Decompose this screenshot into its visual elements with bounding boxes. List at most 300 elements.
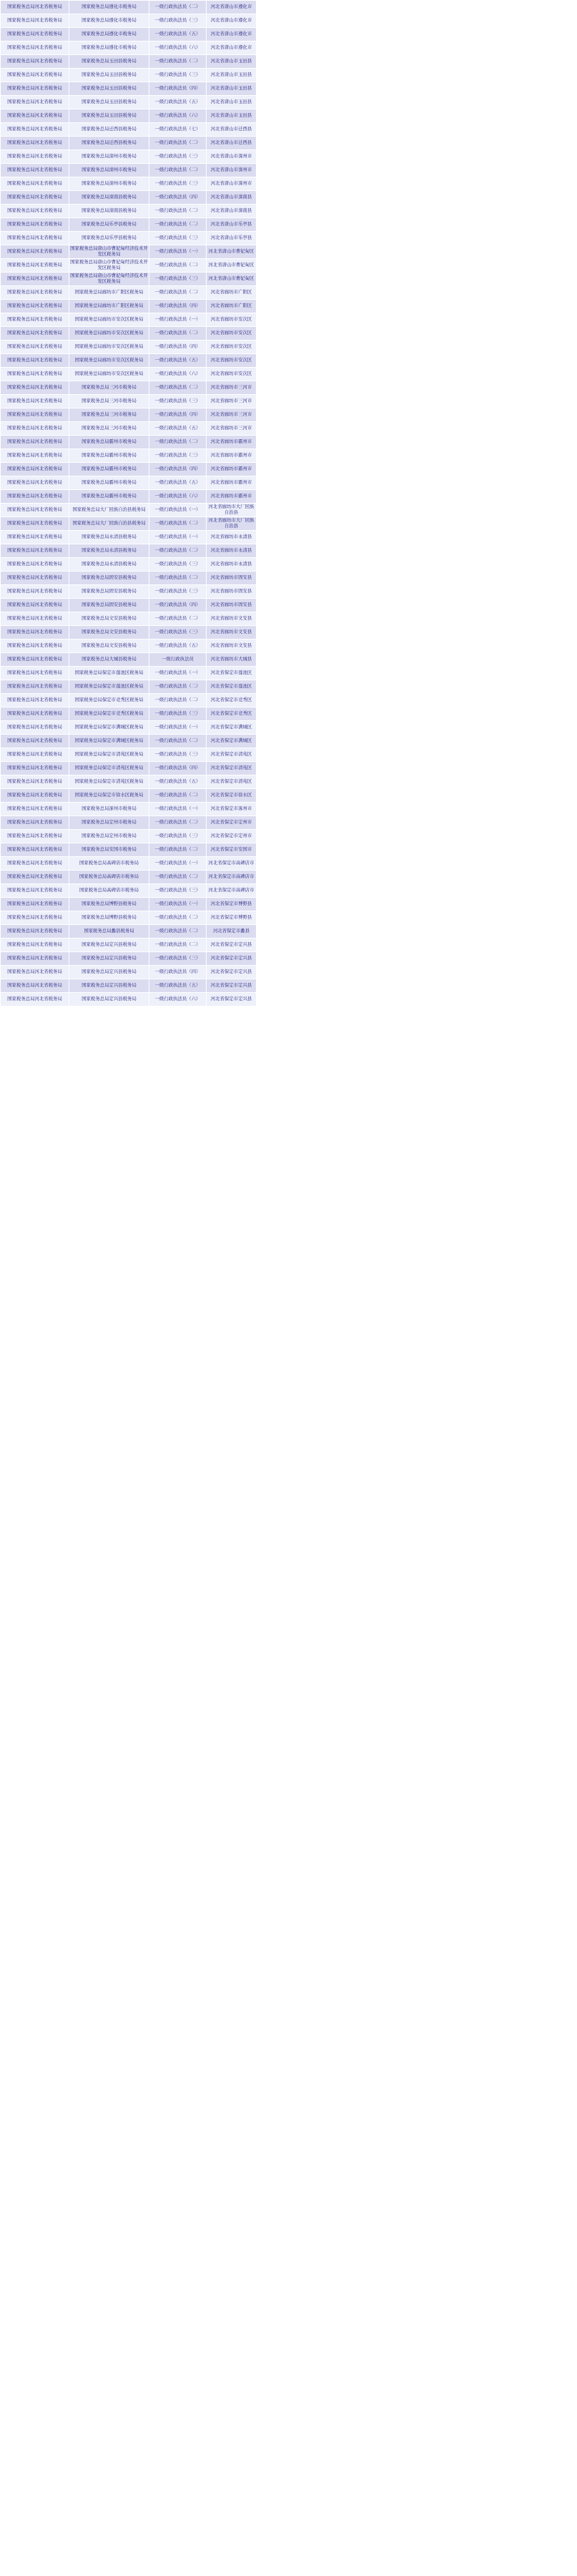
cell-region: 河北省唐山市乐亭县 bbox=[207, 218, 257, 232]
cell-sub-authority: 国家税务总局永清县税务局 bbox=[69, 544, 149, 558]
table-row bbox=[1, 871, 257, 884]
cell-matter-name: 一级行政执法员（三） bbox=[149, 69, 207, 82]
cell-region: 河北省唐山市玉田县 bbox=[207, 109, 257, 123]
cell-region: 河北省唐山市乐亭县 bbox=[207, 232, 257, 245]
cell-matter-name: 一级行政执法员（六） bbox=[149, 993, 207, 1007]
table-row bbox=[1, 762, 257, 775]
cell-region: 河北省唐山市滦州市 bbox=[207, 164, 257, 177]
cell-region: 河北省保定市高碑店市 bbox=[207, 871, 257, 884]
cell-issuing-authority: 国家税务总局河北省税务局 bbox=[1, 626, 69, 640]
cell-matter-name: 一级行政执法员（二） bbox=[149, 789, 207, 803]
cell-sub-authority: 国家税务总局唐山市曹妃甸经济技术开发区税务局 bbox=[69, 259, 149, 273]
cell-issuing-authority: 国家税务总局河北省税务局 bbox=[1, 341, 69, 354]
cell-matter-name: 一级行政执法员（四） bbox=[149, 191, 207, 205]
cell-matter-name: 一级行政执法员 bbox=[149, 653, 207, 667]
cell-region: 河北省唐山市曹妃甸区 bbox=[207, 259, 257, 273]
cell-region: 河北省廊坊市安次区 bbox=[207, 368, 257, 381]
cell-matter-name: 一级行政执法员（五） bbox=[149, 28, 207, 41]
cell-issuing-authority: 国家税务总局河北省税务局 bbox=[1, 490, 69, 504]
cell-region: 河北省廊坊市三河市 bbox=[207, 395, 257, 408]
table-row bbox=[1, 395, 257, 408]
cell-sub-authority: 国家税务总局玉田县税务局 bbox=[69, 82, 149, 96]
table-row bbox=[1, 680, 257, 694]
cell-matter-name: 一级行政执法员（二） bbox=[149, 381, 207, 395]
cell-issuing-authority: 国家税务总局河北省税务局 bbox=[1, 816, 69, 830]
table-row bbox=[1, 137, 257, 150]
cell-matter-name: 一级行政执法员（三） bbox=[149, 884, 207, 898]
cell-matter-name: 一级行政执法员（三） bbox=[149, 707, 207, 721]
table-row bbox=[1, 599, 257, 612]
cell-sub-authority: 国家税务总局定州市税务局 bbox=[69, 830, 149, 843]
cell-sub-authority: 国家税务总局三河市税务局 bbox=[69, 408, 149, 422]
cell-region: 河北省廊坊市霸州市 bbox=[207, 476, 257, 490]
cell-matter-name: 一级行政执法员（六） bbox=[149, 490, 207, 504]
cell-issuing-authority: 国家税务总局河北省税务局 bbox=[1, 789, 69, 803]
table-row bbox=[1, 436, 257, 449]
cell-sub-authority: 国家税务总局三河市税务局 bbox=[69, 422, 149, 436]
cell-region: 河北省保定市徐水区 bbox=[207, 789, 257, 803]
cell-matter-name: 一级行政执法员（四） bbox=[149, 599, 207, 612]
cell-issuing-authority: 国家税务总局河北省税务局 bbox=[1, 69, 69, 82]
cell-region: 河北省保定市定兴县 bbox=[207, 993, 257, 1007]
cell-issuing-authority: 国家税务总局河北省税务局 bbox=[1, 354, 69, 368]
cell-sub-authority: 国家税务总局霸州市税务局 bbox=[69, 490, 149, 504]
cell-matter-name: 一级行政执法员（三） bbox=[149, 449, 207, 463]
cell-matter-name: 一级行政执法员（四） bbox=[149, 463, 207, 476]
cell-matter-name: 一级行政执法员（二） bbox=[149, 694, 207, 707]
table-row bbox=[1, 368, 257, 381]
cell-sub-authority: 国家税务总局三河市税务局 bbox=[69, 381, 149, 395]
table-row bbox=[1, 517, 257, 531]
cell-issuing-authority: 国家税务总局河北省税务局 bbox=[1, 327, 69, 341]
cell-issuing-authority: 国家税务总局河北省税务局 bbox=[1, 694, 69, 707]
cell-matter-name: 一级行政执法员（一） bbox=[149, 857, 207, 871]
cell-region: 河北省唐山市玉田县 bbox=[207, 96, 257, 109]
cell-region: 河北省保定市定兴县 bbox=[207, 966, 257, 979]
cell-region: 河北省廊坊市大厂回族自治县 bbox=[207, 517, 257, 531]
table-row bbox=[1, 694, 257, 707]
cell-matter-name: 一级行政执法员（二） bbox=[149, 164, 207, 177]
cell-issuing-authority: 国家税务总局河北省税务局 bbox=[1, 803, 69, 816]
table-row bbox=[1, 300, 257, 313]
cell-matter-name: 一级行政执法员（三） bbox=[149, 830, 207, 843]
cell-matter-name: 一级行政执法员（五） bbox=[149, 476, 207, 490]
cell-sub-authority: 国家税务总局保定市竞秀区税务局 bbox=[69, 694, 149, 707]
table-row bbox=[1, 667, 257, 680]
cell-sub-authority: 国家税务总局固安县税务局 bbox=[69, 599, 149, 612]
cell-sub-authority: 国家税务总局永清县税务局 bbox=[69, 558, 149, 572]
cell-matter-name: 一级行政执法员（一） bbox=[149, 803, 207, 816]
table-row bbox=[1, 259, 257, 273]
cell-region: 河北省保定市博野县 bbox=[207, 911, 257, 925]
cell-matter-name: 一级行政执法员（四） bbox=[149, 762, 207, 775]
cell-region: 河北省保定市竞秀区 bbox=[207, 694, 257, 707]
cell-region: 河北省唐山市玉田县 bbox=[207, 82, 257, 96]
cell-region: 河北省廊坊市固安县 bbox=[207, 572, 257, 585]
cell-issuing-authority: 国家税务总局河北省税务局 bbox=[1, 884, 69, 898]
table-row bbox=[1, 707, 257, 721]
cell-region: 河北省廊坊市广阳区 bbox=[207, 300, 257, 313]
cell-sub-authority: 国家税务总局高碑店市税务局 bbox=[69, 871, 149, 884]
cell-region: 河北省廊坊市文安县 bbox=[207, 640, 257, 653]
cell-issuing-authority: 国家税务总局河北省税务局 bbox=[1, 966, 69, 979]
cell-matter-name: 一级行政执法员（六） bbox=[149, 368, 207, 381]
table-row bbox=[1, 803, 257, 816]
cell-sub-authority: 国家税务总局廊坊市安次区税务局 bbox=[69, 327, 149, 341]
cell-issuing-authority: 国家税务总局河北省税务局 bbox=[1, 191, 69, 205]
cell-sub-authority: 国家税务总局滦州市税务局 bbox=[69, 164, 149, 177]
cell-region: 河北省保定市安国市 bbox=[207, 843, 257, 857]
cell-matter-name: 一级行政执法员（三） bbox=[149, 748, 207, 762]
cell-region: 河北省保定市高碑店市 bbox=[207, 857, 257, 871]
job-listing-table bbox=[0, 0, 257, 1007]
cell-matter-name: 一级行政执法员（二） bbox=[149, 612, 207, 626]
cell-matter-name: 一级行政执法员（三） bbox=[149, 273, 207, 286]
cell-region: 河北省唐山市滦州市 bbox=[207, 150, 257, 164]
cell-matter-name: 一级行政执法员（四） bbox=[149, 966, 207, 979]
cell-sub-authority: 国家税务总局保定市满城区税务局 bbox=[69, 721, 149, 735]
cell-issuing-authority: 国家税务总局河北省税务局 bbox=[1, 504, 69, 517]
cell-region: 河北省保定市定州市 bbox=[207, 816, 257, 830]
cell-region: 河北省廊坊市永清县 bbox=[207, 531, 257, 544]
table-row bbox=[1, 925, 257, 939]
cell-issuing-authority: 国家税务总局河北省税务局 bbox=[1, 218, 69, 232]
cell-sub-authority: 国家税务总局霸州市税务局 bbox=[69, 463, 149, 476]
cell-matter-name: 一级行政执法员（六） bbox=[149, 109, 207, 123]
table-row bbox=[1, 96, 257, 109]
table-row bbox=[1, 273, 257, 286]
cell-region: 河北省保定市定州市 bbox=[207, 830, 257, 843]
cell-sub-authority: 国家税务总局蠡县税务局 bbox=[69, 925, 149, 939]
table-row bbox=[1, 748, 257, 762]
table-row bbox=[1, 572, 257, 585]
cell-matter-name: 一级行政执法员（五） bbox=[149, 979, 207, 993]
table-row bbox=[1, 232, 257, 245]
cell-sub-authority: 国家税务总局玉田县税务局 bbox=[69, 69, 149, 82]
cell-issuing-authority: 国家税务总局河北省税务局 bbox=[1, 232, 69, 245]
cell-region: 河北省廊坊市固安县 bbox=[207, 599, 257, 612]
cell-region: 河北省唐山市玉田县 bbox=[207, 55, 257, 69]
cell-issuing-authority: 国家税务总局河北省税务局 bbox=[1, 599, 69, 612]
cell-matter-name: 一级行政执法员（二） bbox=[149, 925, 207, 939]
cell-sub-authority: 国家税务总局滦州市税务局 bbox=[69, 150, 149, 164]
cell-matter-name: 一级行政执法员（二） bbox=[149, 286, 207, 300]
cell-matter-name: 一级行政执法员（三） bbox=[149, 177, 207, 191]
cell-sub-authority: 国家税务总局遵化市税务局 bbox=[69, 1, 149, 14]
cell-issuing-authority: 国家税务总局河北省税务局 bbox=[1, 857, 69, 871]
cell-region: 河北省保定市竞秀区 bbox=[207, 707, 257, 721]
table-row bbox=[1, 14, 257, 28]
cell-matter-name: 一级行政执法员（二） bbox=[149, 517, 207, 531]
cell-sub-authority: 国家税务总局定兴县税务局 bbox=[69, 966, 149, 979]
cell-sub-authority: 国家税务总局廊坊市广阳区税务局 bbox=[69, 286, 149, 300]
table-row bbox=[1, 218, 257, 232]
table-row bbox=[1, 612, 257, 626]
cell-issuing-authority: 国家税务总局河北省税务局 bbox=[1, 531, 69, 544]
table-row bbox=[1, 585, 257, 599]
cell-sub-authority: 国家税务总局廊坊市安次区税务局 bbox=[69, 368, 149, 381]
cell-sub-authority: 国家税务总局迁西县税务局 bbox=[69, 137, 149, 150]
cell-issuing-authority: 国家税务总局河北省税务局 bbox=[1, 830, 69, 843]
cell-issuing-authority: 国家税务总局河北省税务局 bbox=[1, 395, 69, 408]
cell-sub-authority: 国家税务总局保定市清苑区税务局 bbox=[69, 748, 149, 762]
cell-region: 河北省唐山市玉田县 bbox=[207, 69, 257, 82]
cell-issuing-authority: 国家税务总局河北省税务局 bbox=[1, 572, 69, 585]
cell-issuing-authority: 国家税务总局河北省税务局 bbox=[1, 28, 69, 41]
cell-issuing-authority: 国家税务总局河北省税务局 bbox=[1, 748, 69, 762]
cell-region: 河北省唐山市曹妃甸区 bbox=[207, 245, 257, 259]
cell-matter-name: 一级行政执法员（六） bbox=[149, 41, 207, 55]
cell-sub-authority: 国家税务总局定兴县税务局 bbox=[69, 952, 149, 966]
cell-region: 河北省唐山市遵化市 bbox=[207, 28, 257, 41]
cell-issuing-authority: 国家税务总局河北省税务局 bbox=[1, 517, 69, 531]
cell-sub-authority: 国家税务总局保定市清苑区税务局 bbox=[69, 762, 149, 775]
cell-matter-name: 一级行政执法员（二） bbox=[149, 259, 207, 273]
cell-issuing-authority: 国家税务总局河北省税务局 bbox=[1, 993, 69, 1007]
cell-region: 河北省保定市莲池区 bbox=[207, 680, 257, 694]
table-row bbox=[1, 354, 257, 368]
cell-region: 河北省保定市满城区 bbox=[207, 721, 257, 735]
cell-matter-name: 一级行政执法员（四） bbox=[149, 341, 207, 354]
cell-issuing-authority: 国家税务总局河北省税务局 bbox=[1, 925, 69, 939]
cell-region: 河北省保定市蠡县 bbox=[207, 925, 257, 939]
cell-region: 河北省廊坊市安次区 bbox=[207, 313, 257, 327]
cell-region: 河北省保定市满城区 bbox=[207, 735, 257, 748]
cell-issuing-authority: 国家税务总局河北省税务局 bbox=[1, 653, 69, 667]
cell-matter-name: 一级行政执法员（一） bbox=[149, 667, 207, 680]
cell-issuing-authority: 国家税务总局河北省税务局 bbox=[1, 313, 69, 327]
table-row bbox=[1, 843, 257, 857]
cell-issuing-authority: 国家税务总局河北省税务局 bbox=[1, 164, 69, 177]
table-row bbox=[1, 979, 257, 993]
table-row bbox=[1, 830, 257, 843]
cell-issuing-authority: 国家税务总局河北省税务局 bbox=[1, 150, 69, 164]
cell-sub-authority: 国家税务总局文安县税务局 bbox=[69, 612, 149, 626]
cell-sub-authority: 国家税务总局唐山市曹妃甸经济技术开发区税务局 bbox=[69, 273, 149, 286]
table-row bbox=[1, 381, 257, 395]
cell-region: 河北省唐山市曹妃甸区 bbox=[207, 273, 257, 286]
table-row bbox=[1, 911, 257, 925]
cell-issuing-authority: 国家税务总局河北省税务局 bbox=[1, 177, 69, 191]
cell-matter-name: 一级行政执法员（五） bbox=[149, 775, 207, 789]
cell-matter-name: 一级行政执法员（三） bbox=[149, 952, 207, 966]
cell-sub-authority: 国家税务总局玉田县税务局 bbox=[69, 96, 149, 109]
table-row bbox=[1, 898, 257, 911]
cell-issuing-authority: 国家税务总局河北省税务局 bbox=[1, 422, 69, 436]
table-row bbox=[1, 490, 257, 504]
cell-sub-authority: 国家税务总局玉田县税务局 bbox=[69, 109, 149, 123]
table-row bbox=[1, 816, 257, 830]
cell-region: 河北省廊坊市永清县 bbox=[207, 558, 257, 572]
cell-matter-name: 一级行政执法员（二） bbox=[149, 735, 207, 748]
cell-region: 河北省廊坊市永清县 bbox=[207, 544, 257, 558]
table-row bbox=[1, 191, 257, 205]
cell-issuing-authority: 国家税务总局河北省税务局 bbox=[1, 245, 69, 259]
cell-sub-authority: 国家税务总局永清县税务局 bbox=[69, 531, 149, 544]
cell-sub-authority: 国家税务总局保定市清苑区税务局 bbox=[69, 775, 149, 789]
table-row bbox=[1, 626, 257, 640]
cell-region: 河北省廊坊市霸州市 bbox=[207, 436, 257, 449]
cell-matter-name: 一级行政执法员（二） bbox=[149, 939, 207, 952]
cell-issuing-authority: 国家税务总局河北省税务局 bbox=[1, 96, 69, 109]
cell-region: 河北省保定市定兴县 bbox=[207, 952, 257, 966]
cell-region: 河北省廊坊市霸州市 bbox=[207, 449, 257, 463]
cell-issuing-authority: 国家税务总局河北省税务局 bbox=[1, 640, 69, 653]
cell-sub-authority: 国家税务总局保定市莲池区税务局 bbox=[69, 667, 149, 680]
table-row bbox=[1, 952, 257, 966]
table-row bbox=[1, 286, 257, 300]
cell-region: 河北省廊坊市文安县 bbox=[207, 612, 257, 626]
table-row bbox=[1, 408, 257, 422]
cell-issuing-authority: 国家税务总局河北省税务局 bbox=[1, 707, 69, 721]
cell-issuing-authority: 国家税务总局河北省税务局 bbox=[1, 721, 69, 735]
table-row bbox=[1, 476, 257, 490]
table-row bbox=[1, 164, 257, 177]
cell-matter-name: 一级行政执法员（七） bbox=[149, 123, 207, 137]
table-row bbox=[1, 789, 257, 803]
cell-region: 河北省廊坊市广阳区 bbox=[207, 286, 257, 300]
cell-sub-authority: 国家税务总局定兴县税务局 bbox=[69, 979, 149, 993]
cell-issuing-authority: 国家税务总局河北省税务局 bbox=[1, 898, 69, 911]
cell-region: 河北省保定市定兴县 bbox=[207, 939, 257, 952]
cell-matter-name: 一级行政执法员（三） bbox=[149, 626, 207, 640]
table-row bbox=[1, 939, 257, 952]
cell-issuing-authority: 国家税务总局河北省税务局 bbox=[1, 735, 69, 748]
cell-issuing-authority: 国家税务总局河北省税务局 bbox=[1, 979, 69, 993]
cell-issuing-authority: 国家税务总局河北省税务局 bbox=[1, 137, 69, 150]
cell-sub-authority: 国家税务总局滦南县税务局 bbox=[69, 191, 149, 205]
cell-issuing-authority: 国家税务总局河北省税务局 bbox=[1, 82, 69, 96]
table-row bbox=[1, 69, 257, 82]
cell-region: 河北省保定市博野县 bbox=[207, 898, 257, 911]
cell-region: 河北省廊坊市固安县 bbox=[207, 585, 257, 599]
cell-sub-authority: 国家税务总局大城县税务局 bbox=[69, 653, 149, 667]
table-row bbox=[1, 150, 257, 164]
table-row bbox=[1, 205, 257, 218]
cell-region: 河北省廊坊市安次区 bbox=[207, 354, 257, 368]
table-row bbox=[1, 735, 257, 748]
cell-issuing-authority: 国家税务总局河北省税务局 bbox=[1, 123, 69, 137]
cell-issuing-authority: 国家税务总局河北省税务局 bbox=[1, 273, 69, 286]
cell-issuing-authority: 国家税务总局河北省税务局 bbox=[1, 775, 69, 789]
cell-region: 河北省廊坊市安次区 bbox=[207, 341, 257, 354]
cell-region: 河北省唐山市遵化市 bbox=[207, 1, 257, 14]
table-row bbox=[1, 327, 257, 341]
cell-region: 河北省唐山市遵化市 bbox=[207, 14, 257, 28]
cell-issuing-authority: 国家税务总局河北省税务局 bbox=[1, 667, 69, 680]
table-row bbox=[1, 177, 257, 191]
cell-sub-authority: 国家税务总局霸州市税务局 bbox=[69, 449, 149, 463]
cell-matter-name: 一级行政执法员（四） bbox=[149, 300, 207, 313]
cell-matter-name: 一级行政执法员（一） bbox=[149, 898, 207, 911]
cell-sub-authority: 国家税务总局大厂回族自治县税务局 bbox=[69, 517, 149, 531]
cell-matter-name: 一级行政执法员（二） bbox=[149, 1, 207, 14]
cell-region: 河北省保定市涿州市 bbox=[207, 803, 257, 816]
cell-matter-name: 一级行政执法员（二） bbox=[149, 680, 207, 694]
cell-issuing-authority: 国家税务总局河北省税务局 bbox=[1, 544, 69, 558]
table-row bbox=[1, 82, 257, 96]
cell-sub-authority: 国家税务总局定州市税务局 bbox=[69, 816, 149, 830]
cell-issuing-authority: 国家税务总局河北省税务局 bbox=[1, 939, 69, 952]
cell-sub-authority: 国家税务总局霸州市税务局 bbox=[69, 476, 149, 490]
cell-matter-name: 一级行政执法员（二） bbox=[149, 137, 207, 150]
cell-region: 河北省廊坊市三河市 bbox=[207, 381, 257, 395]
cell-sub-authority: 国家税务总局霸州市税务局 bbox=[69, 436, 149, 449]
cell-issuing-authority: 国家税务总局河北省税务局 bbox=[1, 205, 69, 218]
cell-matter-name: 一级行政执法员（五） bbox=[149, 96, 207, 109]
cell-matter-name: 一级行政执法员（一） bbox=[149, 531, 207, 544]
cell-region: 河北省唐山市遵化市 bbox=[207, 41, 257, 55]
cell-sub-authority: 国家税务总局固安县税务局 bbox=[69, 572, 149, 585]
cell-issuing-authority: 国家税务总局河北省税务局 bbox=[1, 14, 69, 28]
table-row bbox=[1, 123, 257, 137]
cell-sub-authority: 国家税务总局保定市竞秀区税务局 bbox=[69, 707, 149, 721]
cell-sub-authority: 国家税务总局乐亭县税务局 bbox=[69, 232, 149, 245]
cell-sub-authority: 国家税务总局安国市税务局 bbox=[69, 843, 149, 857]
cell-region: 河北省保定市清苑区 bbox=[207, 762, 257, 775]
cell-matter-name: 一级行政执法员（三） bbox=[149, 585, 207, 599]
cell-issuing-authority: 国家税务总局河北省税务局 bbox=[1, 109, 69, 123]
cell-matter-name: 一级行政执法员（二） bbox=[149, 55, 207, 69]
cell-matter-name: 一级行政执法员（二） bbox=[149, 871, 207, 884]
table-row bbox=[1, 884, 257, 898]
cell-matter-name: 一级行政执法员（二） bbox=[149, 816, 207, 830]
cell-sub-authority: 国家税务总局涿州市税务局 bbox=[69, 803, 149, 816]
cell-sub-authority: 国家税务总局博野县税务局 bbox=[69, 898, 149, 911]
cell-sub-authority: 国家税务总局定兴县税务局 bbox=[69, 993, 149, 1007]
cell-matter-name: 一级行政执法员（二） bbox=[149, 436, 207, 449]
cell-sub-authority: 国家税务总局大厂回族自治县税务局 bbox=[69, 504, 149, 517]
cell-region: 河北省保定市高碑店市 bbox=[207, 884, 257, 898]
cell-issuing-authority: 国家税务总局河北省税务局 bbox=[1, 680, 69, 694]
cell-sub-authority: 国家税务总局高碑店市税务局 bbox=[69, 884, 149, 898]
table-row bbox=[1, 993, 257, 1007]
cell-issuing-authority: 国家税务总局河北省税务局 bbox=[1, 436, 69, 449]
table-row bbox=[1, 109, 257, 123]
cell-issuing-authority: 国家税务总局河北省税务局 bbox=[1, 843, 69, 857]
cell-matter-name: 一级行政执法员（五） bbox=[149, 422, 207, 436]
cell-issuing-authority: 国家税务总局河北省税务局 bbox=[1, 463, 69, 476]
cell-issuing-authority: 国家税务总局河北省税务局 bbox=[1, 408, 69, 422]
table-row bbox=[1, 558, 257, 572]
cell-matter-name: 一级行政执法员（二） bbox=[149, 327, 207, 341]
cell-sub-authority: 国家税务总局廊坊市安次区税务局 bbox=[69, 354, 149, 368]
cell-matter-name: 一级行政执法员（三） bbox=[149, 395, 207, 408]
cell-matter-name: 一级行政执法员（一） bbox=[149, 245, 207, 259]
cell-region: 河北省廊坊市霸州市 bbox=[207, 463, 257, 476]
table-row bbox=[1, 775, 257, 789]
table-row bbox=[1, 721, 257, 735]
cell-issuing-authority: 国家税务总局河北省税务局 bbox=[1, 762, 69, 775]
cell-region: 河北省唐山市迁西县 bbox=[207, 123, 257, 137]
cell-matter-name: 一级行政执法员（二） bbox=[149, 544, 207, 558]
cell-sub-authority: 国家税务总局迁西县税务局 bbox=[69, 123, 149, 137]
cell-matter-name: 一级行政执法员（三） bbox=[149, 558, 207, 572]
table-body bbox=[1, 1, 257, 1007]
cell-region: 河北省廊坊市霸州市 bbox=[207, 490, 257, 504]
cell-matter-name: 一级行政执法员（二） bbox=[149, 843, 207, 857]
cell-region: 河北省廊坊市大厂回族自治县 bbox=[207, 504, 257, 517]
job-listing-table-wrap bbox=[0, 0, 256, 1007]
cell-region: 河北省廊坊市安次区 bbox=[207, 327, 257, 341]
cell-sub-authority: 国家税务总局遵化市税务局 bbox=[69, 28, 149, 41]
cell-sub-authority: 国家税务总局文安县税务局 bbox=[69, 626, 149, 640]
cell-sub-authority: 国家税务总局保定市莲池区税务局 bbox=[69, 680, 149, 694]
table-row bbox=[1, 313, 257, 327]
cell-sub-authority: 国家税务总局乐亭县税务局 bbox=[69, 218, 149, 232]
cell-issuing-authority: 国家税务总局河北省税务局 bbox=[1, 476, 69, 490]
cell-issuing-authority: 国家税务总局河北省税务局 bbox=[1, 41, 69, 55]
